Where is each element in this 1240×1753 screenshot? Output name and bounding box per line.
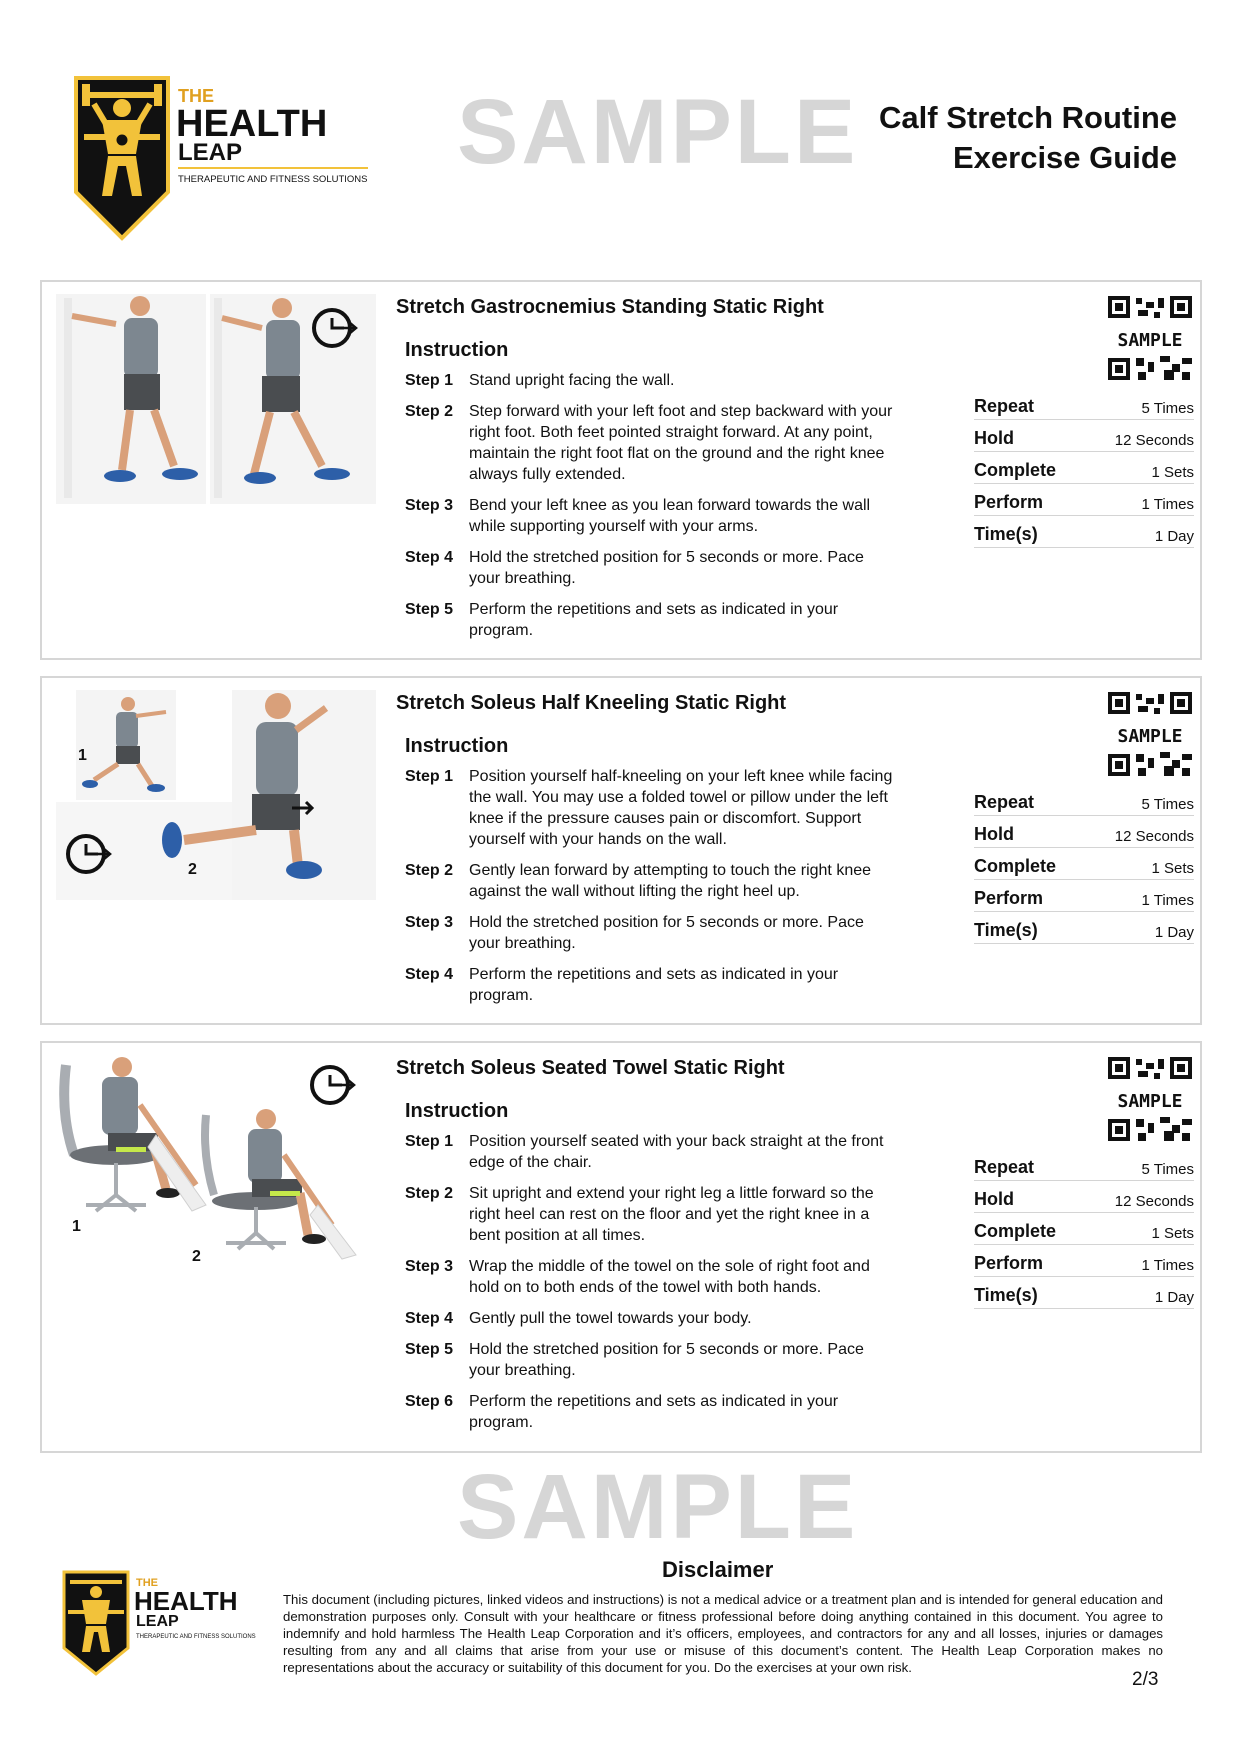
step-item: [405, 1183, 895, 1246]
param-label: Time(s): [974, 524, 1038, 544]
exercise-params: [974, 1149, 1194, 1309]
brand-leap: LEAP: [136, 1613, 179, 1630]
brand-the: THE: [178, 86, 214, 106]
step-item: [405, 599, 895, 641]
step-label: Step 3: [405, 497, 454, 514]
step-label: Step 2: [405, 1185, 454, 1202]
step-text: Position yourself half-kneeling on your left knee while facing the wall. You may use a folded towel or pillow under the left knee if the pressure causes pain or discomfort. Support yourself with your hands on the wall.: [469, 768, 893, 848]
step-text: Position yourself seated with your back straight at the front edge of the chair.: [469, 1133, 884, 1171]
param-label: Perform: [974, 492, 1044, 512]
shield-logo-icon: [60, 1568, 260, 1678]
qr-sample-overlay: SAMPLE: [1117, 726, 1183, 747]
step-label: Step 4: [405, 966, 454, 983]
step-text: Wrap the middle of the towel on the sole of right foot and hold on to both ends of the towel with both hands.: [469, 1258, 870, 1296]
step-label: Step 5: [405, 601, 454, 618]
param-label: Time(s): [974, 1285, 1038, 1305]
param-value: 1 Sets: [1151, 1225, 1194, 1242]
photo-step-label: 1: [72, 1218, 81, 1235]
param-row: [974, 1181, 1194, 1213]
step-label: Step 2: [405, 403, 454, 420]
step-item: [405, 1308, 895, 1329]
param-value: 1 Day: [1154, 528, 1194, 545]
step-label: Step 4: [405, 549, 454, 566]
brand-health: HEALTH: [176, 103, 328, 145]
param-label: Complete: [974, 1221, 1057, 1241]
param-label: Complete: [974, 460, 1057, 480]
step-text: Gently pull the towel towards your body.: [469, 1310, 752, 1327]
sample-watermark-bottom: SAMPLE: [457, 1456, 859, 1558]
param-value: 1 Sets: [1151, 464, 1194, 481]
step-item: [405, 1391, 895, 1433]
instruction-heading: Instruction: [405, 735, 509, 757]
step-item: [405, 370, 895, 391]
exercise-photo: [56, 294, 376, 504]
param-label: Repeat: [974, 1157, 1035, 1177]
steps-list: [405, 766, 895, 1016]
param-label: Repeat: [974, 792, 1035, 812]
disclaimer-title: Disclaimer: [662, 1557, 774, 1582]
instruction-heading: Instruction: [405, 1100, 509, 1122]
param-value: 12 Seconds: [1114, 432, 1194, 449]
steps-list: [405, 370, 895, 651]
param-row: [974, 816, 1194, 848]
qr-sample-overlay: SAMPLE: [1117, 1091, 1183, 1112]
qr-sample-overlay: SAMPLE: [1117, 330, 1183, 351]
step-item: [405, 1131, 895, 1173]
param-value: 1 Sets: [1151, 860, 1194, 877]
document-title: [879, 98, 1177, 178]
param-row: [974, 1213, 1194, 1245]
param-value: 1 Times: [1141, 1257, 1194, 1274]
step-label: Step 1: [405, 768, 454, 785]
step-text: Gently lean forward by attempting to touch the right knee against the wall without lifting the right heel up.: [469, 862, 872, 900]
step-text: Hold the stretched position for 5 seconds or more. Pace your breathing.: [469, 1341, 864, 1379]
exercise-card: [40, 1041, 1202, 1453]
step-item: [405, 964, 895, 1006]
param-label: Hold: [974, 428, 1014, 448]
exercise-title: Stretch Soleus Half Kneeling Static Right: [396, 692, 787, 714]
param-label: Complete: [974, 856, 1057, 876]
param-row: [974, 848, 1194, 880]
document-title-line2: Exercise Guide: [952, 140, 1177, 175]
param-row: [974, 1245, 1194, 1277]
param-label: Hold: [974, 1189, 1014, 1209]
sample-watermark-top: SAMPLE: [457, 81, 859, 183]
photo-step-label: 1: [78, 747, 87, 764]
step-text: Perform the repetitions and sets as indicated in your program.: [469, 601, 839, 639]
exercise-title: Stretch Soleus Seated Towel Static Right: [396, 1057, 785, 1079]
step-text: Perform the repetitions and sets as indicated in your program.: [469, 1393, 839, 1431]
page-number: 2/3: [1132, 1669, 1159, 1690]
brand-leap: LEAP: [178, 139, 243, 166]
qr-code[interactable]: [1108, 692, 1192, 776]
exercise-card: [40, 280, 1202, 660]
step-item: [405, 912, 895, 954]
step-label: Step 2: [405, 862, 454, 879]
param-row: [974, 912, 1194, 944]
step-item: [405, 860, 895, 902]
exercise-photo: [56, 1055, 376, 1265]
param-value: 1 Times: [1141, 892, 1194, 909]
param-row: [974, 452, 1194, 484]
param-row: [974, 880, 1194, 912]
exercise-title: Stretch Gastrocnemius Standing Static Right: [396, 296, 824, 318]
step-text: Hold the stretched position for 5 seconds or more. Pace your breathing.: [469, 549, 864, 587]
param-row: [974, 420, 1194, 452]
step-text: Perform the repetitions and sets as indicated in your program.: [469, 966, 839, 1004]
param-label: Perform: [974, 888, 1044, 908]
step-item: [405, 1339, 895, 1381]
exercise-params: [974, 784, 1194, 944]
param-row: [974, 484, 1194, 516]
param-value: 12 Seconds: [1114, 828, 1194, 845]
photo-step-label: 2: [188, 861, 197, 878]
brand-tagline: THERAPEUTIC AND FITNESS SOLUTIONS: [136, 1634, 256, 1640]
brand-the: THE: [136, 1577, 158, 1589]
param-label: Repeat: [974, 396, 1035, 416]
qr-code[interactable]: [1108, 1057, 1192, 1141]
qr-code[interactable]: [1108, 296, 1192, 380]
step-text: Hold the stretched position for 5 seconds or more. Pace your breathing.: [469, 914, 864, 952]
param-row: [974, 1149, 1194, 1181]
photo-step-label: 2: [192, 1248, 201, 1265]
param-label: Hold: [974, 824, 1014, 844]
step-text: Bend your left knee as you lean forward towards the wall while supporting yourself with your arms.: [469, 497, 871, 535]
param-label: Perform: [974, 1253, 1044, 1273]
param-value: 1 Day: [1154, 924, 1194, 941]
disclaimer-text: This document (including pictures, linked videos and instructions) is not a medical advice or a treatment plan and is intended for general education and demonstration purposes only. Consult with your healthcare or fitness professional before doing anything contained in this document. You agree to indemnify and hold harmless The Health Leap Corporation and it’s officers, employees, and contractors for any and all losses, injuries or damages resulting from any and all claims that arise from your use or misuse of this document’s content. The Health Leap Corporation makes no representations about the accuracy or suitability of this document for you. Do the exercises at your own risk.: [283, 1592, 1163, 1675]
shield-logo-icon: [72, 74, 392, 244]
step-item: [405, 1256, 895, 1298]
brand-logo: [72, 74, 392, 244]
step-text: Step forward with your left foot and step backward with your right foot. Both feet pointed straight forward. At any point, maintain the right foot flat on the ground and the right knee always fully extended.: [469, 403, 893, 483]
param-row: [974, 1277, 1194, 1309]
brand-health: HEALTH: [134, 1586, 238, 1616]
param-value: 5 Times: [1141, 400, 1194, 417]
document-title-line1: Calf Stretch Routine: [879, 100, 1177, 135]
param-value: 5 Times: [1141, 1161, 1194, 1178]
exercise-card: [40, 676, 1202, 1025]
exercise-photo: [56, 690, 376, 900]
step-label: Step 1: [405, 1133, 454, 1150]
brand-tagline: THERAPEUTIC AND FITNESS SOLUTIONS: [178, 174, 368, 185]
param-label: Time(s): [974, 920, 1038, 940]
exercise-params: [974, 388, 1194, 548]
step-text: Stand upright facing the wall.: [469, 372, 675, 389]
step-item: [405, 766, 895, 850]
param-value: 5 Times: [1141, 796, 1194, 813]
param-value: 1 Day: [1154, 1289, 1194, 1306]
steps-list: [405, 1131, 895, 1443]
step-item: [405, 547, 895, 589]
step-label: Step 4: [405, 1310, 454, 1327]
param-value: 1 Times: [1141, 496, 1194, 513]
step-text: Sit upright and extend your right leg a little forward so the right heel can rest on the floor and yet the right knee in a bent position at all times.: [469, 1185, 874, 1244]
param-row: [974, 784, 1194, 816]
step-label: Step 3: [405, 1258, 454, 1275]
instruction-heading: Instruction: [405, 339, 509, 361]
step-label: Step 5: [405, 1341, 454, 1358]
step-item: [405, 401, 895, 485]
step-label: Step 6: [405, 1393, 454, 1410]
footer-logo: [60, 1568, 260, 1678]
param-row: [974, 388, 1194, 420]
step-item: [405, 495, 895, 537]
param-row: [974, 516, 1194, 548]
step-label: Step 1: [405, 372, 454, 389]
param-value: 12 Seconds: [1114, 1193, 1194, 1210]
step-label: Step 3: [405, 914, 454, 931]
